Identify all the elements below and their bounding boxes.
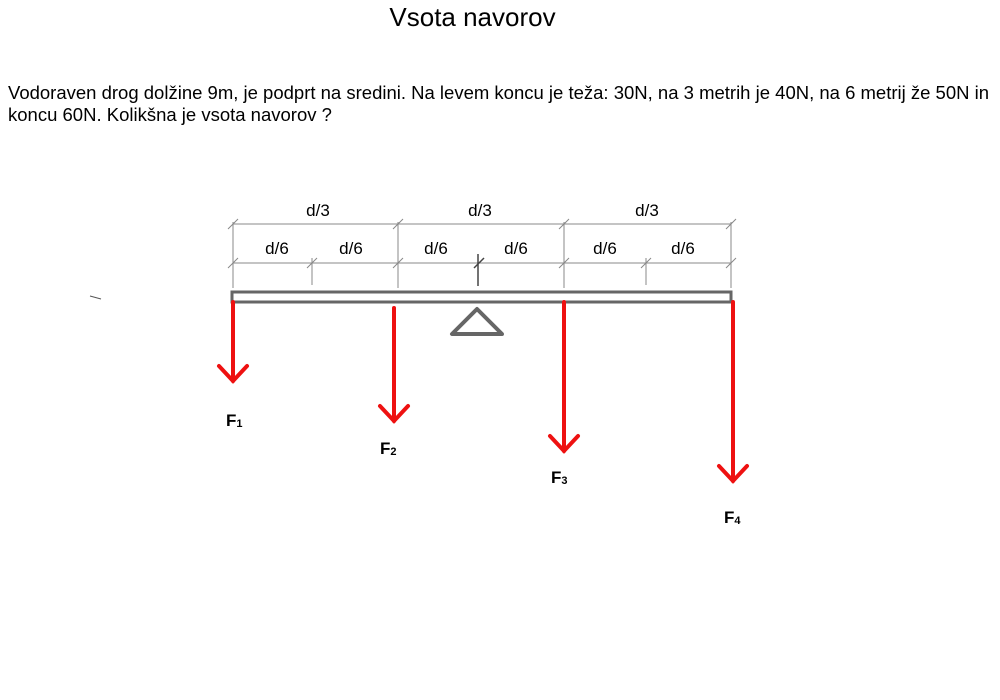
dim-label-sixth-3: d/6 (424, 239, 448, 258)
center-mark (474, 254, 484, 286)
force-arrow-3 (550, 302, 578, 451)
force-label-1: F1 (226, 411, 243, 430)
dim-label-sixth-1: d/6 (265, 239, 289, 258)
dim-label-sixth-5: d/6 (593, 239, 617, 258)
page-title: Vsota navorov (389, 2, 556, 32)
problem-statement: Vodoraven drog dolžine 9m, je podprt na sredini. Na levem koncu je teža: 30N, na 3 metrih je 40N, na 6 metrij že 50N in koncu 60N. Kolikšna je vsota navorov ? (8, 82, 990, 125)
force-label-3: F3 (551, 468, 568, 487)
beam (232, 292, 731, 302)
dim-label-third-1: d/3 (306, 201, 330, 220)
force-arrow-2 (380, 308, 408, 421)
force-label-2: F2 (380, 439, 397, 458)
force-arrow-1 (219, 302, 247, 381)
dim-label-sixth-6: d/6 (671, 239, 695, 258)
force-arrow-4 (719, 302, 747, 481)
fulcrum-support (452, 309, 502, 334)
dim-label-sixth-2: d/6 (339, 239, 363, 258)
dim-label-third-3: d/3 (635, 201, 659, 220)
dimension-lines (228, 219, 736, 288)
dim-label-sixth-4: d/6 (504, 239, 528, 258)
stray-mark (90, 296, 101, 299)
dim-label-third-2: d/3 (468, 201, 492, 220)
force-label-4: F4 (724, 508, 741, 527)
